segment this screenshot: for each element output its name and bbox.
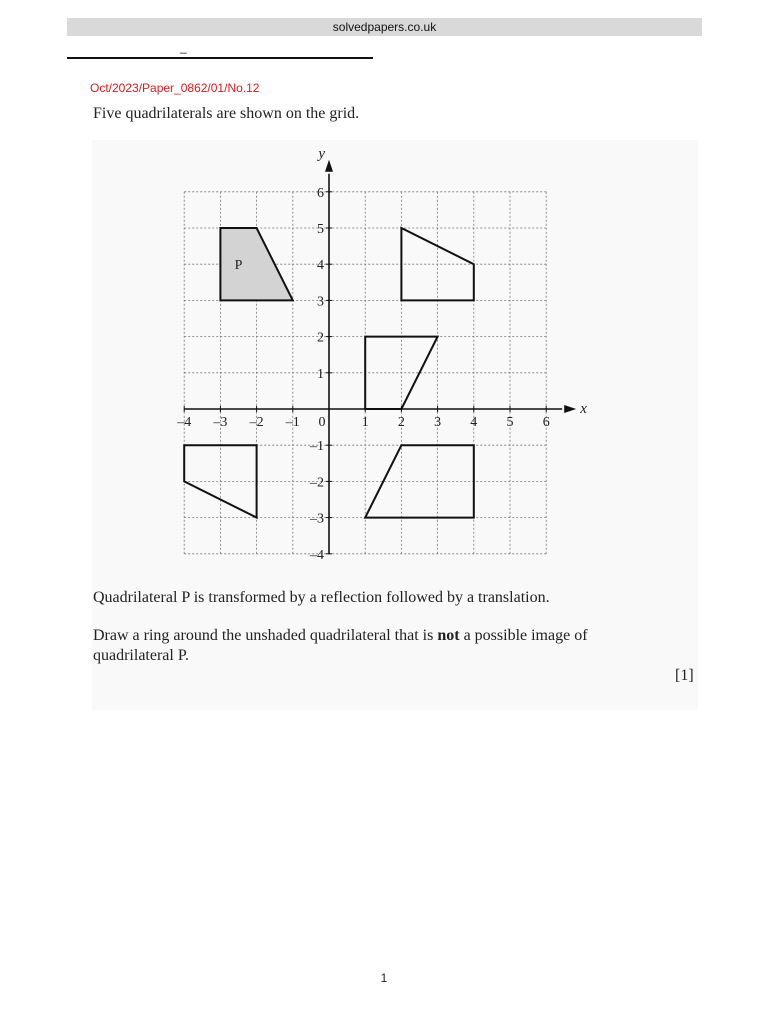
x-tick-label: 5 <box>506 415 514 430</box>
question-line-1: Quadrilateral P is transformed by a reflection followed by a translation. <box>93 589 550 606</box>
y-tick-label: 6 <box>317 185 324 201</box>
question-text: Draw a ring around the unshaded quadrilateral that is <box>93 627 438 644</box>
y-tick-label: 1 <box>317 366 324 382</box>
question-intro: Five quadrilaterals are shown on the grid. <box>93 105 360 122</box>
x-tick-label: –3 <box>213 415 228 430</box>
question-emphasis: not <box>437 627 460 644</box>
x-tick-label: 0 <box>318 415 326 430</box>
x-axis-label: x <box>580 401 587 417</box>
y-tick-label: –3 <box>310 511 324 527</box>
x-tick-label: –4 <box>177 415 192 430</box>
x-tick-label: 4 <box>470 415 478 430</box>
y-tick-label: 5 <box>317 222 324 237</box>
y-tick-label: 2 <box>317 330 324 346</box>
header-dash: _ <box>180 40 187 54</box>
x-tick-label: 1 <box>361 415 369 430</box>
x-tick-label: 6 <box>542 415 550 430</box>
page-number: 1 <box>380 971 388 985</box>
x-tick-label: –1 <box>285 415 300 430</box>
x-tick-label: 2 <box>397 415 405 430</box>
x-tick-label: –2 <box>249 415 264 430</box>
y-axis-label: y <box>318 145 325 162</box>
shape-label: P <box>234 258 243 274</box>
axes <box>184 146 587 554</box>
y-tick-label: 4 <box>317 258 324 274</box>
y-axis-arrow <box>325 160 333 172</box>
y-tick-label: 3 <box>317 294 324 310</box>
x-tick-label: 3 <box>434 415 442 430</box>
question-text-end: a possible image of quadrilateral P. <box>93 627 588 664</box>
mark-allocation: [1] <box>675 667 694 684</box>
x-axis-arrow <box>564 405 576 413</box>
y-tick-label: –1 <box>310 439 324 455</box>
site-banner: solvedpapers.co.uk <box>67 18 702 36</box>
paper-reference: Oct/2023/Paper_0862/01/No.12 <box>90 81 260 95</box>
question-line-2 <box>93 626 653 666</box>
y-tick-label: –2 <box>310 475 324 491</box>
y-tick-label: –4 <box>310 547 324 563</box>
